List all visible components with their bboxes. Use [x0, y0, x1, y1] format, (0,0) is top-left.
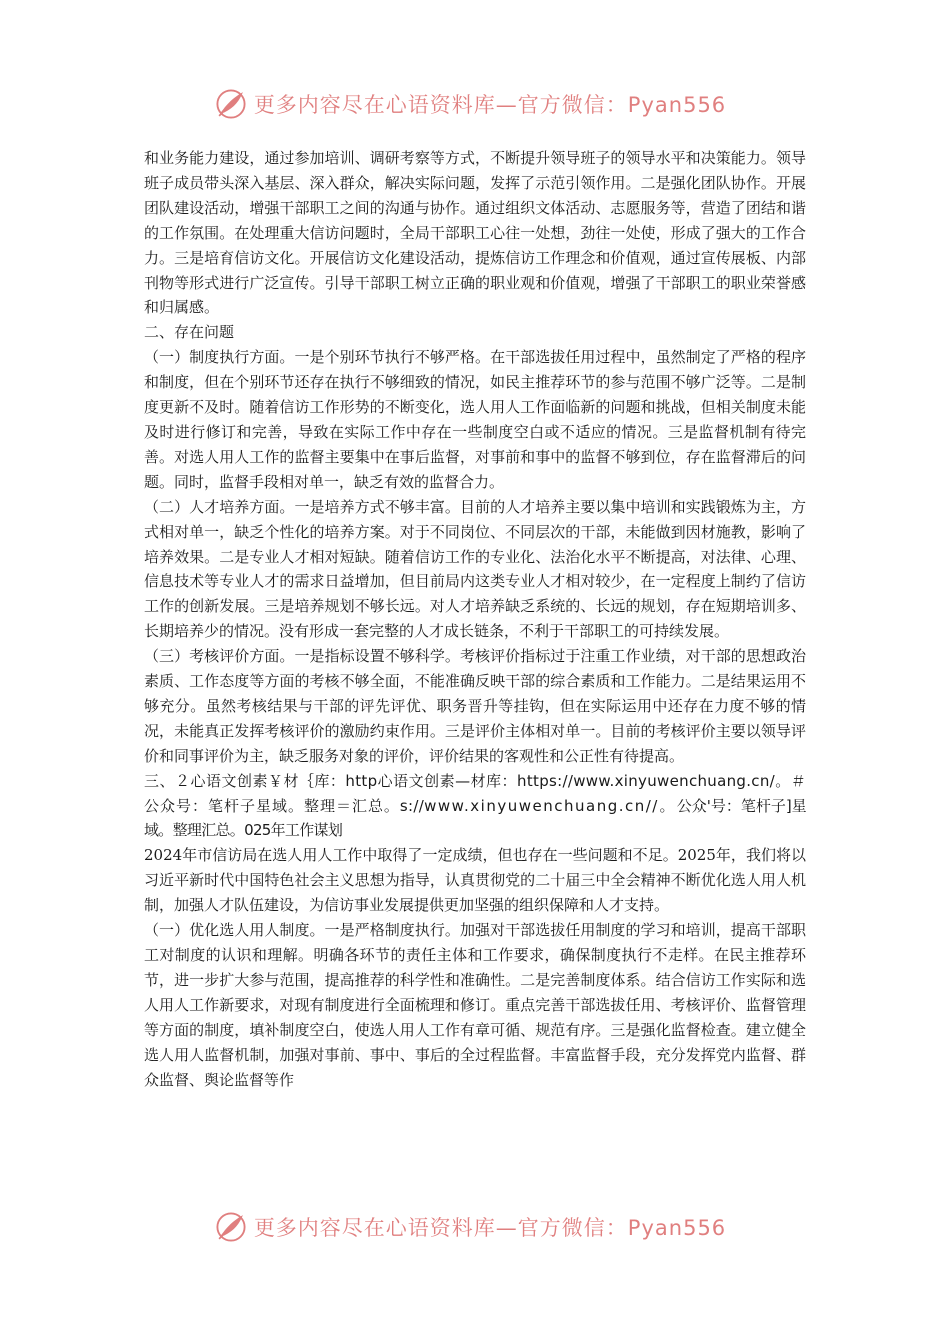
footer-banner	[0, 1205, 950, 1249]
document-body	[144, 146, 806, 1092]
header-banner-text: 更多内容尽在心语资料库—官方微信：Pyan556	[253, 93, 727, 117]
paragraph-problem-evaluation: （三）考核评价方面。一是指标设置不够科学。考核评价指标过于注重工作业绩，对干部的思想政治素质、工作态度等方面的考核不够全面，不能准确反映干部的综合素质和工作能力。二是结果运用不够充分。虽然考核结果与干部的评先评优、职务晋升等挂钩，但在实际运用中还存在力度不够的情况，未能真正发挥考核评价的激励约束作用。三是评价主体相对单一。目前的考核评价主要以领导评价和同事评价为主，缺乏服务对象的评价，评价结果的客观性和公正性有待提高。	[144, 647, 806, 765]
watermark-notice	[144, 769, 806, 844]
footer-banner-text: 更多内容尽在心语资料库—官方微信：Pyan556	[253, 1216, 727, 1240]
paragraph-intro: 和业务能力建设，通过参加培训、调研考察等方式，不断提升领导班子的领导水平和决策能力。领导班子成员带头深入基层、深入群众，解决实际问题，发挥了示范引领作用。二是强化团队协作。开展团队建设活动，增强干部职工之间的沟通与协作。通过组织文体活动、志愿服务等，营造了团结和谐的工作氛围。在处理重大信访问题时，全局干部职工心往一处想，劲往一处使，形成了强大的工作合力。三是培育信访文化。开展信访文化建设活动，提炼信访工作理念和价值观，通过宣传展板、内部刊物等形式进行广泛宣传。引导干部职工树立正确的职业观和价值观，增强了干部职工的职业荣誉感和归属感。	[144, 149, 806, 317]
quill-logo-icon	[214, 1210, 248, 1244]
paragraph-problem-talent: （二）人才培养方面。一是培养方式不够丰富。目前的人才培养主要以集中培训和实践锻炼为主，方式相对单一，缺乏个性化的培养方案。对于不同岗位、不同层次的干部，未能做到因材施教，影响了培养效果。二是专业人才相对短缺。随着信访工作的专业化、法治化水平不断提高，对法律、心理、信息技术等专业人才的需求日益增加，但目前局内这类专业人才相对较少，在一定程度上制约了信访工作的创新发展。三是培养规划不够长远。对人才培养缺乏系统的、长远的规划，存在短期培训多、长期培养少的情况。没有形成一套完整的人才成长链条，不利于干部职工的可持续发展。	[144, 497, 806, 641]
watermark-notice-url: www.xinyuwenchuang.cn//。	[424, 796, 677, 815]
paragraph-plan-system: （一）优化选人用人制度。一是严格制度执行。加强对干部选拔任用制度的学习和培训，提高干部职工对制度的认识和理解。明确各环节的责任主体和工作要求，确保制度执行不走样。在民主推荐环节，进一步扩大参与范围，提高推荐的科学性和准确性。二是完善制度体系。结合信访工作实际和选人用人工作新要求，对现有制度进行全面梳理和修订。重点完善干部选拔任用、考核评价、监督管理等方面的制度，填补制度空白，使选人用人工作有章可循、规范有序。三是强化监督检查。建立健全选人用人监督机制，加强对事前、事中、事后的全过程监督。丰富监督手段，充分发挥党内监督、群众监督、舆论监督等作	[144, 921, 806, 1089]
paragraph-problem-system: （一）制度执行方面。一是个别环节执行不够严格。在干部选拔任用过程中，虽然制定了严格的程序和制度，但在个别环节还存在执行不够细致的情况，如民主推荐环节的参与范围不够广泛等。二是制度更新不及时。随着信访工作形势的不断变化，选人用人工作面临新的问题和挑战，但相关制度未能及时进行修订和完善，导致在实际工作中存在一些制度空白或不适应的情况。三是监督机制有待完善。对选人用人工作的监督主要集中在事后监督，对事前和事中的监督不够到位，存在监督滞后的问题。同时，监督手段相对单一，缺乏有效的监督合力。	[144, 348, 806, 491]
watermark-notice-tail: 公众'号：笔杆子]星域。整理汇总。025年工作谋划	[144, 796, 806, 840]
header-banner	[0, 82, 950, 126]
watermark-notice-main: 三、２心语文创素￥材｛库：http心语文创素—材库：https://www.xinyuwenchuang.cn/。＃公众号：笔杆子星域。整理＝汇总。s://	[144, 771, 806, 815]
quill-logo-icon	[214, 87, 248, 121]
paragraph-plan-intro: 2024年市信访局在选人用人工作中取得了一定成绩，但也存在一些问题和不足。2025年，我们将以习近平新时代中国特色社会主义思想为指导，认真贯彻党的二十届三中全会精神不断优化选人用人机制，加强人才队伍建设，为信访事业发展提供更加坚强的组织保障和人才支持。	[144, 846, 806, 915]
section-heading-problems: 二、存在问题	[144, 323, 235, 342]
